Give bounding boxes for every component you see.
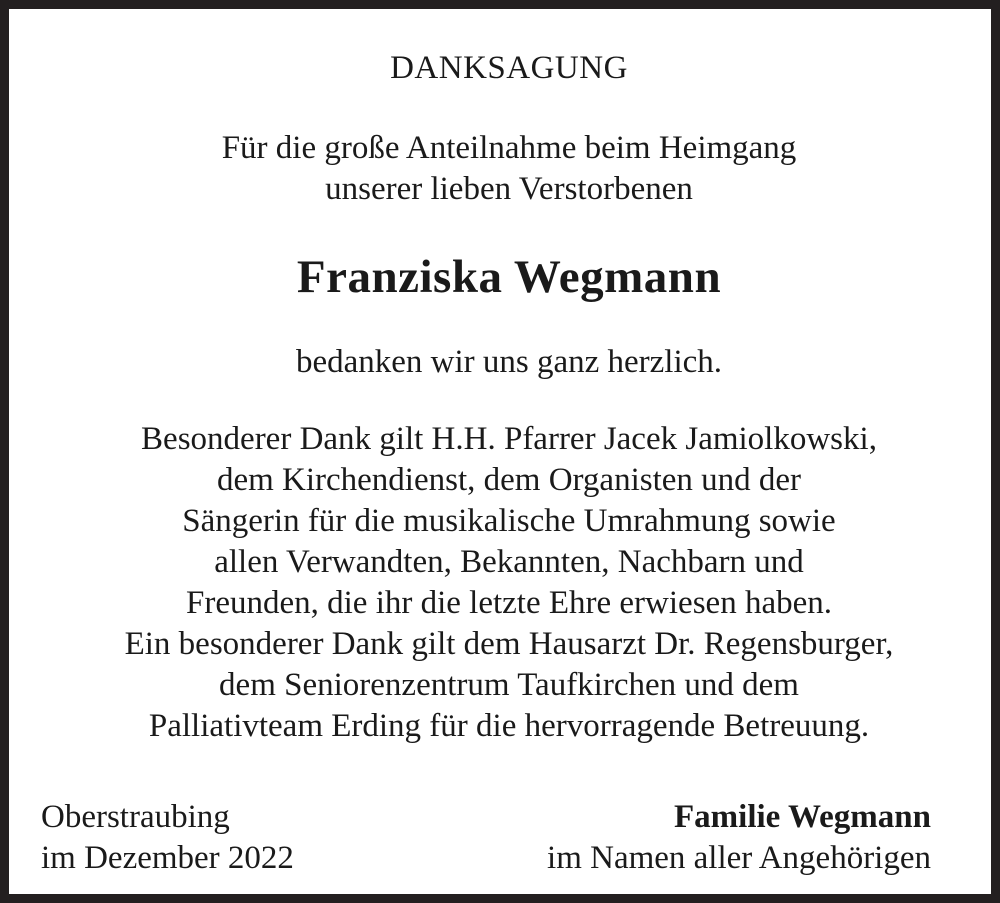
footer-relatives: im Namen aller Angehörigen [547, 840, 931, 876]
body-line: dem Seniorenzentrum Taufkirchen und dem [219, 667, 799, 703]
body-line: Besonderer Dank gilt H.H. Pfarrer Jacek Jamiolkowski, [141, 421, 877, 457]
footer-place-date [41, 797, 294, 879]
deceased-name: Franziska Wegmann [296, 251, 722, 303]
footer-signature [547, 797, 931, 879]
intro-line-2: unserer lieben Verstorbenen [325, 171, 693, 207]
thanks-line: bedanken wir uns ganz herzlich. [295, 344, 723, 380]
body-line: Freunden, die ihr die letzte Ehre erwiesen haben. [186, 585, 832, 621]
intro-line-1: Für die große Anteilnahme beim Heimgang [221, 130, 797, 166]
body-line: Sängerin für die musikalische Umrahmung sowie [182, 503, 836, 539]
body-line: allen Verwandten, Bekannten, Nachbarn und [214, 544, 804, 580]
thanks-body [9, 419, 1000, 747]
footer-place: Oberstraubing [41, 799, 230, 835]
body-line: dem Kirchendienst, dem Organisten und der [216, 462, 802, 498]
body-line: Palliativteam Erding für die hervorragende Betreuung. [148, 708, 870, 744]
footer-date: im Dezember 2022 [41, 840, 294, 876]
footer-family: Familie Wegmann [674, 799, 931, 835]
body-line: Ein besonderer Dank gilt dem Hausarzt Dr. Regensburger, [124, 626, 894, 662]
notice-heading: DANKSAGUNG [390, 50, 628, 86]
